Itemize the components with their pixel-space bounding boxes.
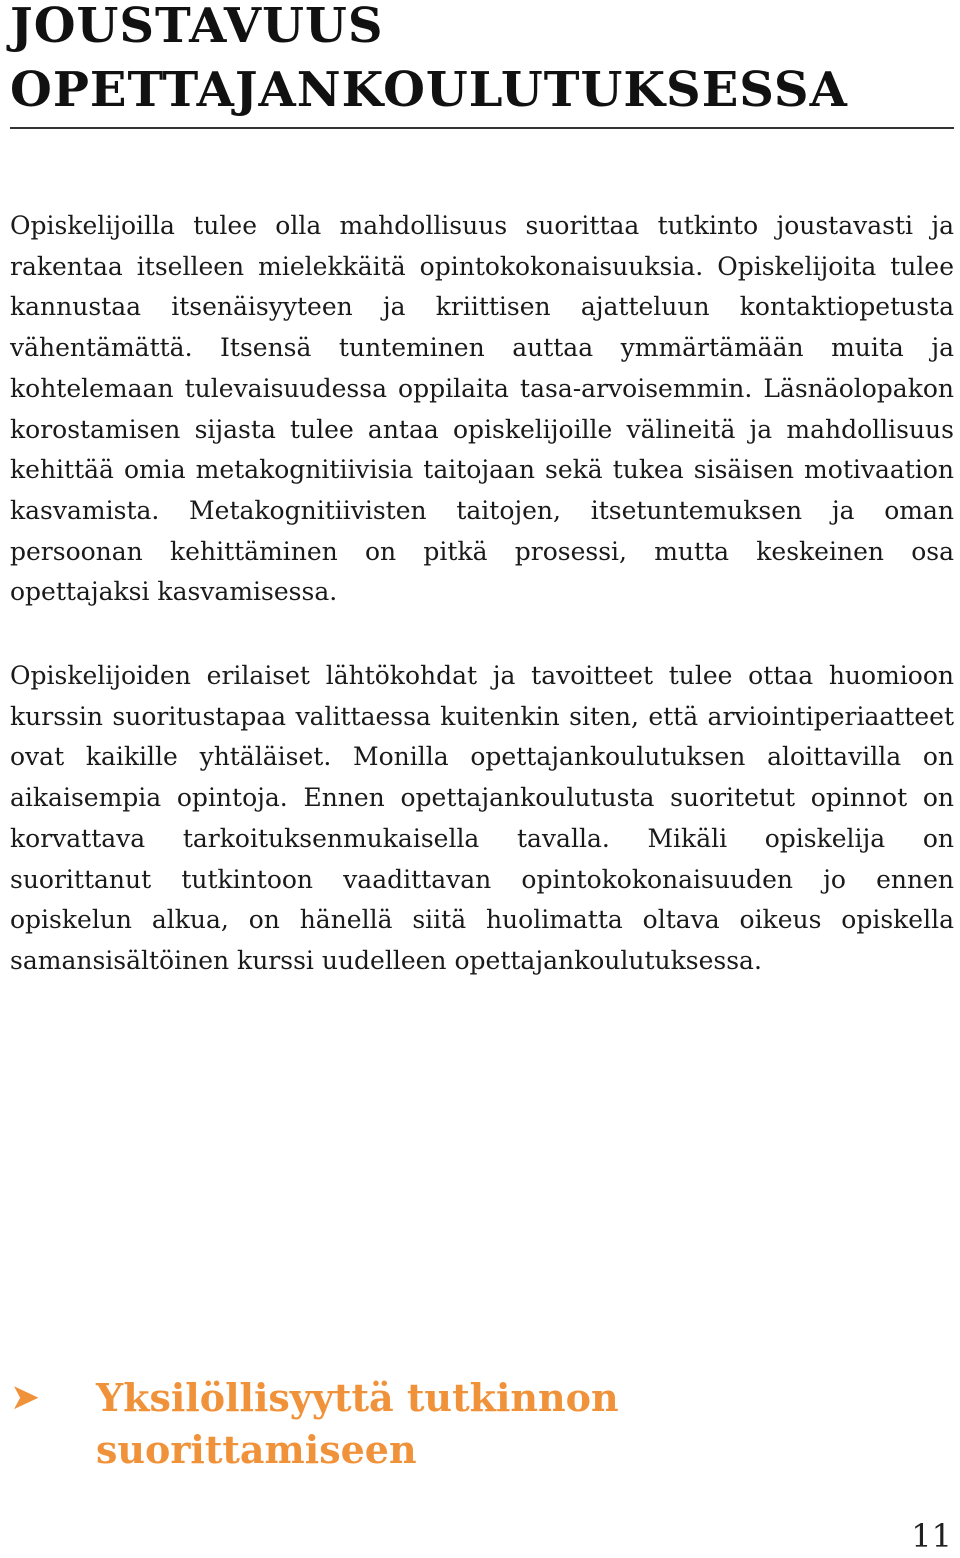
title-divider <box>10 127 954 129</box>
body-paragraph-2: Opiskelijoiden erilaiset lähtökohdat ja tavoitteet tulee ottaa huomioon kurssin suoritustapaa valittaessa kuitenkin siten, että arviointiperiaatteet ovat kaikille yhtäläiset. Monilla opettajankoulutuksen aloittavilla on aikaisempia opintoja. Ennen opettajankoulutusta suoritetut opinnot on korvattava tarkoituksenmukaisella tavalla. Mikäli opiskelija on suorittanut tutkintoon vaadittavan opintokokonaisuuden jo ennen opiskelun alkua, on hänellä siitä huolimatta oltava oikeus opiskella samansisältöinen kurssi uudelleen opettajankoulutuksessa. <box>10 661 954 975</box>
page-title: JOUSTAVUUS OPETTAJANKOULUTUKSESSA <box>10 0 848 118</box>
arrow-bullet-icon: ➤ <box>10 1377 41 1418</box>
body-paragraph-1: Opiskelijoilla tulee olla mahdollisuus suorittaa tutkinto joustavasti ja rakentaa itselleen mielekkäitä opintokokonaisuuksia. Opiskelijoita tulee kannustaa itsenäisyyteen ja kriittisen ajatteluun kontaktiopetusta vähentämättä. Itsensä tunteminen auttaa ymmärtämään muita ja kohtelemaan tulevaisuudessa oppilaita tasa-arvoisemmin. Läsnäolopakon korostamisen sijasta tulee antaa opiskelijoille välineitä ja mahdollisuus kehittää omia metakognitiivisia taitojaan sekä tukea sisäisen motivaation kasvamista. Metakognitiivisten taitojen, itsetuntemuksen ja oman persoonan kehittäminen on pitkä prosessi, mutta keskeinen osa opettajaksi kasvamisessa. <box>10 211 954 607</box>
section-heading: Yksilöllisyyttä tutkinnon suorittamiseen <box>96 1375 619 1472</box>
page-number: 11 <box>911 1517 952 1555</box>
